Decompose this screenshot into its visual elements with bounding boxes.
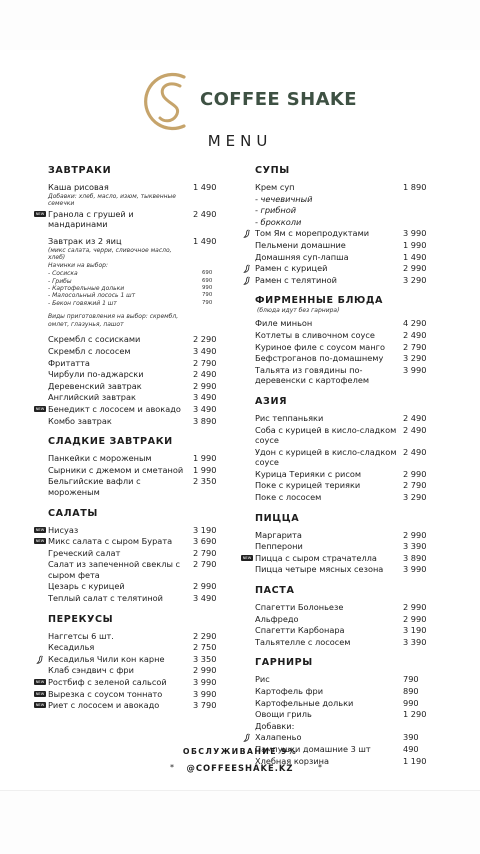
item-price: 3 990: [403, 564, 427, 575]
item-description: (микс салата, черри, сливочное масло, хлеб): [48, 246, 172, 262]
menu-item: [243, 217, 439, 228]
menu-item: [243, 602, 439, 613]
menu-item: [243, 674, 439, 685]
menu-section: [243, 295, 439, 386]
item-name: Ростбиф с зеленой сальсой: [48, 677, 167, 688]
menu-section: [243, 165, 439, 285]
section-title: АЗИЯ: [255, 395, 288, 407]
menu-item: [36, 548, 229, 559]
menu-item: [243, 732, 439, 743]
item-price: 3 990: [403, 364, 427, 375]
new-badge-icon: NEW: [242, 555, 252, 560]
item-price: 2 290: [193, 334, 217, 345]
item-name: - брокколи: [255, 216, 302, 227]
item-price: 2 990: [403, 602, 427, 613]
menu-item: [243, 365, 439, 386]
topping-price: 990: [202, 284, 213, 291]
item-name: Фритатта: [48, 357, 90, 368]
coffee-shake-logo-icon: [140, 70, 198, 132]
item-price: 790: [403, 674, 419, 685]
menu-section: [36, 614, 229, 711]
item-name: Добавки:: [255, 720, 295, 731]
menu-item: [243, 205, 439, 216]
item-name: Тальятa из говядины по-деревенски с картофелем: [255, 364, 370, 386]
item-name: Кесадилья Чили кон карне: [48, 653, 165, 664]
menu-item: [36, 631, 229, 642]
menu-item: [243, 353, 439, 364]
item-price: 3 390: [403, 636, 427, 647]
menu-item: [36, 642, 229, 653]
item-name: Теплый салат с телятиной: [48, 593, 163, 604]
item-price: 2 490: [403, 329, 427, 340]
item-name: Соба с курицей в кисло-сладком соусе: [255, 424, 397, 446]
menu-item: [243, 614, 439, 625]
item-price: 2 990: [403, 613, 427, 624]
menu-section: [243, 396, 439, 503]
chili-pepper-icon: [243, 264, 251, 273]
item-name: - чечевичный: [255, 193, 313, 204]
section-title: ПАСТА: [255, 585, 295, 597]
item-price: 1 290: [403, 709, 427, 720]
item-note: Виды приготовления на выбор: скрембл, омлет, глазунья, пашот: [48, 313, 179, 328]
item-name: Деревенский завтрак: [48, 380, 142, 391]
topping-option: [48, 299, 213, 307]
footer-star-right: *: [318, 763, 322, 772]
chili-pepper-icon: [243, 276, 251, 285]
menu-section: [36, 436, 229, 497]
item-price: 3 890: [403, 552, 427, 563]
menu-item: [243, 425, 439, 446]
menu-item: [36, 236, 229, 328]
item-price: 2 990: [403, 468, 427, 479]
item-price: 2 790: [403, 341, 427, 352]
item-name: Комбо завтрак: [48, 415, 112, 426]
menu-item: [36, 209, 229, 230]
menu-item: [36, 358, 229, 369]
menu-item: [243, 413, 439, 424]
item-price: 3 190: [193, 524, 217, 535]
menu-item: [36, 593, 229, 604]
item-price: 3 790: [193, 700, 217, 711]
item-price: 2 490: [403, 412, 427, 423]
menu-item: [36, 453, 229, 464]
item-price: 1 990: [193, 453, 217, 464]
item-name: Салат из запеченной свеклы с сыром фета: [48, 559, 181, 580]
item-name: Скрембл с лососем: [48, 345, 131, 356]
item-price: 2 490: [403, 446, 427, 457]
item-price: 3 690: [193, 536, 217, 547]
menu-item: [36, 559, 229, 580]
left-column: [36, 165, 229, 721]
item-price: 3 350: [193, 653, 217, 664]
top-band: [0, 0, 480, 50]
item-description: Добавки: хлеб, масло, изюм, тыквенные семечки: [48, 192, 176, 208]
item-name: Маргарита: [255, 529, 302, 540]
section-title: ГАРНИРЫ: [255, 657, 313, 669]
menu-item: [243, 275, 439, 286]
menu-item: [36, 677, 229, 688]
item-name: Курица Терияки с рисом: [255, 468, 362, 479]
item-name: Чирбули по-аджарски: [48, 369, 144, 380]
item-name: Каша рисовая: [48, 182, 109, 192]
item-name: Завтрак из 2 яиц: [48, 235, 122, 246]
item-price: 3 290: [403, 274, 427, 285]
item-name: Скрембл с сосисками: [48, 334, 141, 345]
item-name: Пампушки домашние 3 шт: [255, 743, 371, 754]
section-title: ЗАВТРАКИ: [48, 165, 112, 176]
chili-pepper-icon: [36, 655, 44, 664]
toppings-label: Начинки на выбор:: [48, 261, 108, 269]
menu-item: [36, 654, 229, 665]
section-title: ПЕРЕКУСЫ: [48, 613, 114, 625]
item-price: 3 990: [193, 688, 217, 699]
item-price: 2 750: [193, 642, 217, 653]
menu-item: [243, 686, 439, 697]
topping-option: [48, 270, 213, 278]
menu-item: [243, 541, 439, 552]
menu-title: MENU: [207, 132, 273, 150]
topping-option: [48, 292, 213, 300]
brand-logo: [140, 70, 357, 132]
menu-item: [36, 416, 229, 427]
item-name: - грибной: [255, 205, 297, 216]
menu-item: [243, 721, 439, 732]
item-name: Рамен с телятиной: [255, 274, 337, 285]
item-price: 2 790: [193, 559, 217, 570]
item-price: 1 890: [403, 182, 427, 192]
menu-item: [243, 252, 439, 263]
menu-item: [243, 194, 439, 205]
section-title: САЛАТЫ: [48, 507, 98, 519]
item-price: 390: [403, 732, 419, 743]
item-price: 3 990: [403, 228, 427, 239]
service-charge: ОБСЛУЖИВАНИЕ 9%: [182, 747, 298, 756]
item-name: Пицца четыре мясных сезона: [255, 564, 384, 575]
menu-item: [36, 536, 229, 547]
item-name: Бенедикт с лососем и авокадо: [48, 403, 181, 414]
menu-item: [243, 469, 439, 480]
menu-item: [243, 182, 439, 193]
item-price: 1 490: [193, 182, 217, 192]
item-price: 2 790: [193, 357, 217, 368]
new-badge-icon: NEW: [35, 406, 45, 411]
item-price: 3 990: [193, 677, 217, 688]
menu-item: [36, 465, 229, 476]
item-name: Рис: [255, 674, 270, 685]
menu-section: [36, 508, 229, 604]
item-price: 1 190: [403, 755, 427, 766]
item-name: Рамен с курицей: [255, 263, 328, 274]
item-name: Гранола с грушей и мандаринами: [48, 208, 134, 230]
section-title: ПИЦЦА: [255, 512, 300, 524]
item-name: Цезарь с курицей: [48, 581, 125, 592]
item-name: Том Ям с морепродуктами: [255, 228, 370, 239]
new-badge-icon: NEW: [35, 691, 45, 696]
menu-item: [36, 369, 229, 380]
item-name: Поке с лососем: [255, 492, 322, 503]
menu-item: [36, 404, 229, 415]
item-name: Хлебная корзина: [255, 755, 330, 766]
item-price: 3 290: [403, 492, 427, 503]
item-price: 990: [403, 697, 419, 708]
item-name: Наггетсы 6 шт.: [48, 630, 114, 641]
menu-item: [36, 525, 229, 536]
topping-price: 690: [202, 277, 213, 284]
right-column: [243, 165, 439, 776]
item-price: 2 990: [403, 263, 427, 274]
item-name: Домашняя суп-лапша: [255, 251, 349, 262]
item-price: 3 890: [193, 415, 217, 426]
item-name: Греческий салат: [48, 547, 121, 558]
item-price: 3 490: [193, 392, 217, 403]
item-name: Халапеньо: [255, 732, 302, 743]
menu-section: [36, 165, 229, 426]
menu-item: [36, 665, 229, 676]
item-price: 2 990: [403, 529, 427, 540]
item-price: 2 290: [193, 630, 217, 641]
section-note: (блюда идут без гарнира): [257, 307, 340, 315]
item-price: 2 990: [193, 380, 217, 391]
topping-price: 690: [202, 270, 213, 277]
item-price: 490: [403, 743, 419, 754]
bottom-band: [0, 790, 480, 854]
item-price: 2 790: [193, 547, 217, 558]
item-name: Филе миньон: [255, 318, 313, 329]
item-price: 2 990: [193, 581, 217, 592]
menu-item: [36, 689, 229, 700]
item-name: Картофель фри: [255, 686, 324, 696]
menu-item: [243, 342, 439, 353]
item-name: Пепперони: [255, 541, 303, 552]
topping-price: 790: [202, 292, 213, 299]
item-name: Бефстроганов по-домашнему: [255, 353, 384, 364]
item-price: 1 990: [403, 239, 427, 250]
menu-item: [36, 476, 229, 497]
item-price: 2 350: [193, 476, 217, 487]
item-name: Риет с лососем и авокадо: [48, 700, 160, 711]
menu-item: [243, 263, 439, 274]
section-title: СЛАДКИЕ ЗАВТРАКИ: [48, 436, 173, 448]
chili-pepper-icon: [243, 229, 251, 238]
item-name: Овощи гриль: [255, 709, 312, 720]
menu-item: [36, 346, 229, 357]
menu-item: [243, 318, 439, 329]
menu-item: [243, 698, 439, 709]
brand-name: COFFEE SHAKE: [200, 89, 357, 110]
item-price: 3 490: [193, 345, 217, 356]
item-name: Спагетти Карбонара: [255, 625, 345, 636]
instagram-handle: @COFFEESHAKE.KZ: [186, 763, 294, 773]
item-price: 3 490: [193, 593, 217, 604]
menu-item: [243, 447, 439, 468]
item-price: 1 990: [193, 464, 217, 475]
item-name: Пельмени домашние: [255, 239, 346, 250]
item-name: Сырники с джемом и сметаной: [48, 464, 184, 475]
menu-item: [243, 709, 439, 720]
item-price: 2 490: [403, 424, 427, 435]
item-name: Тальятелле с лососем: [255, 636, 351, 647]
item-name: Вырезка с соусом тоннато: [48, 688, 163, 699]
item-price: 890: [403, 686, 419, 696]
menu-item: [243, 240, 439, 251]
item-price: 1 490: [403, 251, 427, 262]
topping-name: - Грибы: [48, 277, 72, 285]
item-name: Куриное филе с соусом манго: [255, 341, 385, 352]
new-badge-icon: NEW: [35, 680, 45, 685]
item-price: 2 490: [193, 369, 217, 380]
item-name: Удон с курицей в кисло-сладком соусе: [255, 446, 397, 468]
menu-item: [36, 334, 229, 345]
topping-price: 790: [202, 299, 213, 306]
item-name: Пицца с сыром страчателла: [255, 552, 377, 563]
menu-item: [36, 182, 229, 208]
menu-item: [243, 330, 439, 341]
menu-item: [36, 392, 229, 403]
item-name: Рис теппаньяки: [255, 412, 324, 423]
item-price: 3 390: [403, 541, 427, 552]
menu-item: [243, 553, 439, 564]
item-name: Английский завтрак: [48, 392, 136, 403]
menu-item: [243, 492, 439, 503]
toppings-list: [48, 270, 213, 307]
topping-option: [48, 284, 213, 292]
item-name: Кесадилья: [48, 642, 95, 653]
menu-item: [243, 228, 439, 239]
menu-item: [243, 625, 439, 636]
topping-name: - Малосольный лосось 1 шт: [48, 292, 136, 300]
new-badge-icon: NEW: [35, 527, 45, 532]
item-name: Спагетти Болоньезе: [255, 602, 344, 613]
menu-item: [243, 530, 439, 541]
section-title: ФИРМЕННЫЕ БЛЮДА: [255, 295, 384, 307]
chili-pepper-icon: [243, 733, 251, 742]
item-name: Панкейки с мороженым: [48, 453, 152, 464]
item-name: Бельгийские вафли с мороженым: [48, 476, 141, 497]
item-name: Альфредо: [255, 613, 299, 624]
topping-name: - Сосиска: [48, 270, 78, 278]
menu-section: [243, 513, 439, 575]
new-badge-icon: NEW: [35, 703, 45, 708]
item-price: 3 290: [403, 353, 427, 364]
menu-item: [36, 381, 229, 392]
item-price: 2 790: [403, 480, 427, 491]
item-price: 1 490: [193, 235, 217, 246]
new-badge-icon: NEW: [35, 211, 45, 216]
item-name: Клаб сэндвич с фри: [48, 665, 134, 676]
menu-item: [243, 637, 439, 648]
menu-item: [243, 564, 439, 575]
item-name: Нисуаз: [48, 524, 79, 535]
item-name: Крем суп: [255, 182, 295, 192]
menu-section: [243, 585, 439, 647]
item-name: Картофельные дольки: [255, 697, 354, 708]
item-price: 4 290: [403, 318, 427, 329]
item-name: Поке с курицей терияки: [255, 480, 361, 491]
menu-item: [36, 581, 229, 592]
item-name: Котлеты в сливочном соусе: [255, 329, 375, 340]
item-price: 3 190: [403, 625, 427, 636]
footer-star-left: *: [170, 763, 174, 772]
item-name: Микс салата с сыром Бурата: [48, 536, 173, 547]
item-price: 3 490: [193, 403, 217, 414]
menu-item: [243, 480, 439, 491]
section-title: СУПЫ: [255, 165, 290, 176]
topping-option: [48, 277, 213, 285]
topping-name: - Картофельные дольки: [48, 284, 125, 292]
item-price: 2 990: [193, 665, 217, 676]
item-price: 2 490: [193, 208, 217, 219]
topping-name: - Бекон говяжий 1 шт: [48, 299, 117, 307]
new-badge-icon: NEW: [35, 539, 45, 544]
menu-item: [36, 700, 229, 711]
